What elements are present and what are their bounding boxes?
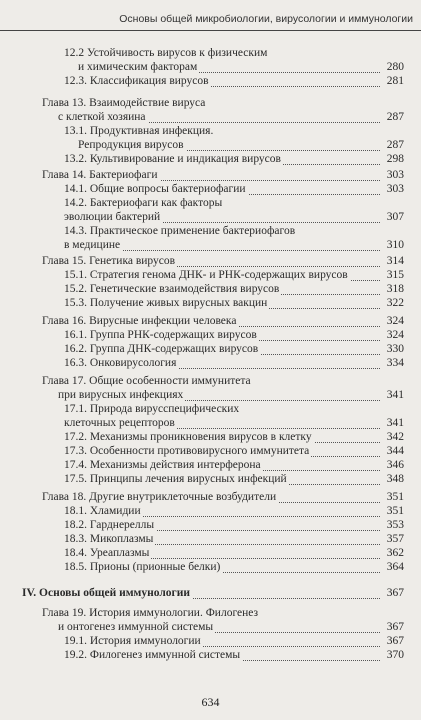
toc-entry-text: 17.3. Особенности противовирусного иммунитета bbox=[64, 445, 310, 457]
toc-entry-text: 19.2. Филогенез иммунной системы bbox=[64, 649, 241, 661]
toc-entry-text: 13.1. Продуктивная инфекция. bbox=[64, 125, 214, 137]
toc-entry-text: 12.2 Устойчивость вирусов к физическим bbox=[64, 47, 268, 59]
toc-entry-text: Глава 18. Другие внутриклеточные возбудители bbox=[42, 491, 277, 503]
toc-entry-page: 367 bbox=[386, 587, 404, 599]
toc-entry-text: 15.1. Стратегия генома ДНК- и РНК-содержащих вирусов bbox=[64, 269, 348, 281]
toc-entry bbox=[64, 532, 404, 546]
toc-entry-text: 17.5. Принципы лечения вирусных инфекций bbox=[64, 473, 287, 485]
toc-entry-text: 16.2. Группа ДНК-содержащих вирусов bbox=[64, 343, 259, 355]
toc-entry bbox=[64, 356, 404, 370]
toc-entry bbox=[64, 504, 404, 518]
toc-chapter bbox=[42, 254, 404, 268]
toc-entry-page: 324 bbox=[386, 315, 404, 327]
toc-entry-text: и химическим факторам bbox=[78, 61, 198, 73]
toc-entry-page: 303 bbox=[386, 183, 404, 195]
toc-entry bbox=[64, 472, 404, 486]
toc-entry-page: 362 bbox=[386, 547, 404, 559]
toc-entry-page: 341 bbox=[386, 417, 404, 429]
page-number: 634 bbox=[201, 695, 220, 709]
toc-entry-text: в медицине bbox=[64, 239, 121, 251]
toc-entry-page: 342 bbox=[386, 431, 404, 443]
toc-entry-text: эволюции бактерий bbox=[64, 211, 161, 223]
toc-entry-text: 14.1. Общие вопросы бактериофагии bbox=[64, 183, 246, 195]
toc-entry-page: 367 bbox=[386, 635, 404, 647]
toc-entry-page: 351 bbox=[386, 491, 404, 503]
toc-entry-page: 348 bbox=[386, 473, 404, 485]
toc-entry bbox=[64, 458, 404, 472]
toc-entry bbox=[64, 196, 404, 210]
toc-entry-page: 346 bbox=[386, 459, 404, 471]
toc-entry-text: и онтогенез иммунной системы bbox=[58, 621, 214, 633]
toc-chapter bbox=[42, 314, 404, 328]
toc-entry-text: 17.2. Механизмы проникновения вирусов в клетку bbox=[64, 431, 312, 443]
toc-entry-text: 14.2. Бактериофаги как факторы bbox=[64, 197, 223, 209]
toc-entry-text: Глава 15. Генетика вирусов bbox=[42, 255, 176, 267]
toc-entry-page: 330 bbox=[386, 343, 404, 355]
toc-entry-page: 307 bbox=[386, 211, 404, 223]
toc-entry-text: при вирусных инфекциях bbox=[58, 389, 184, 401]
toc-entry-text: Глава 17. Общие особенности иммунитета bbox=[42, 375, 251, 387]
toc-entry-page: 357 bbox=[386, 533, 404, 545]
toc-entry-page: 341 bbox=[386, 389, 404, 401]
toc-entry-text: Глава 14. Бактериофаги bbox=[42, 169, 158, 181]
toc-entry bbox=[78, 60, 404, 74]
toc-chapter bbox=[42, 606, 404, 620]
toc-entry-text: Глава 13. Взаимодействие вируса bbox=[42, 97, 206, 109]
toc-chapter bbox=[42, 374, 404, 388]
toc-entry bbox=[64, 416, 404, 430]
toc-entry bbox=[64, 74, 404, 88]
toc-entry-page: 322 bbox=[386, 297, 404, 309]
toc-entry-page: 310 bbox=[386, 239, 404, 251]
toc-entry bbox=[64, 296, 404, 310]
toc-entry-page: 353 bbox=[386, 519, 404, 531]
toc-chapter bbox=[42, 490, 404, 504]
toc-entry-text: с клеткой хозяина bbox=[58, 111, 146, 123]
header-title: Основы общей микробиологии, вирусологии и иммунологии bbox=[119, 13, 413, 25]
toc-entry-text: 16.3. Онковирусология bbox=[64, 357, 177, 369]
toc-entry-page: 367 bbox=[386, 621, 404, 633]
toc-entry bbox=[64, 648, 404, 662]
toc-entry bbox=[64, 124, 404, 138]
toc-entry bbox=[64, 546, 404, 560]
toc-entry bbox=[58, 110, 404, 124]
toc-entry-text: 18.5. Прионы (прионные белки) bbox=[64, 561, 221, 573]
toc-entry-page: 351 bbox=[386, 505, 404, 517]
toc-entry-text: 15.2. Генетические взаимодействия вирусов bbox=[64, 283, 280, 295]
toc-entry-text: 18.1. Хламидии bbox=[64, 505, 141, 517]
toc-entry-text: Репродукция вирусов bbox=[78, 139, 184, 151]
toc-entry bbox=[64, 430, 404, 444]
toc-entry-page: 370 bbox=[386, 649, 404, 661]
toc-entry-text: 15.3. Получение живых вирусных вакцин bbox=[64, 297, 268, 309]
toc-entry bbox=[58, 388, 404, 402]
toc-entry bbox=[64, 282, 404, 296]
toc-entry-text: 14.3. Практическое применение бактериофагов bbox=[64, 225, 296, 237]
toc-chapter bbox=[42, 168, 404, 182]
toc-entry-page: 287 bbox=[386, 139, 404, 151]
toc-entry-page: 314 bbox=[386, 255, 404, 267]
toc-entry-text: Глава 19. История иммунологии. Филогенез bbox=[42, 607, 259, 619]
toc-entry bbox=[64, 402, 404, 416]
toc-entry bbox=[64, 268, 404, 282]
toc-entry bbox=[64, 210, 404, 224]
toc-entry bbox=[64, 238, 404, 252]
toc-entry bbox=[64, 46, 404, 60]
toc-part bbox=[22, 586, 404, 600]
toc-entry-text: 18.2. Гарднереллы bbox=[64, 519, 155, 531]
toc-entry bbox=[64, 444, 404, 458]
toc-entry-page: 364 bbox=[386, 561, 404, 573]
toc-entry bbox=[64, 560, 404, 574]
toc-entry-page: 303 bbox=[386, 169, 404, 181]
toc-entry-text: клеточных рецепторов bbox=[64, 417, 175, 429]
toc-entry-page: 280 bbox=[386, 61, 404, 73]
toc-entry-page: 344 bbox=[386, 445, 404, 457]
toc-entry bbox=[78, 138, 404, 152]
toc-entry bbox=[58, 620, 404, 634]
toc-chapter bbox=[42, 96, 404, 110]
toc-entry-page: 281 bbox=[386, 75, 404, 87]
toc-entry-text: 17.1. Природа вирусспецифических bbox=[64, 403, 240, 415]
toc-entry bbox=[64, 518, 404, 532]
toc-entry-text: 18.3. Микоплазмы bbox=[64, 533, 154, 545]
toc-entry-text: 16.1. Группа РНК-содержащих вирусов bbox=[64, 329, 257, 341]
toc-entry-page: 298 bbox=[386, 153, 404, 165]
toc-entry-text: 19.1. История иммунологии bbox=[64, 635, 201, 647]
toc-entry-text: Глава 16. Вирусные инфекции человека bbox=[42, 315, 237, 327]
toc-entry-text: 12.3. Классификация вирусов bbox=[64, 75, 209, 87]
toc-entry bbox=[64, 634, 404, 648]
toc-entry-page: 334 bbox=[386, 357, 404, 369]
toc-entry-text: 18.4. Уреаплазмы bbox=[64, 547, 150, 559]
toc-entry bbox=[64, 152, 404, 166]
toc-entry-text: IV. Основы общей иммунологии bbox=[22, 587, 191, 599]
toc-entry bbox=[64, 182, 404, 196]
toc-entry-text: 13.2. Культивирование и индикация вирусов bbox=[64, 153, 281, 165]
toc-entry bbox=[64, 342, 404, 356]
toc-entry bbox=[64, 328, 404, 342]
toc-entry-page: 318 bbox=[386, 283, 404, 295]
toc-entry bbox=[64, 224, 404, 238]
toc-entry-text: 17.4. Механизмы действия интерферона bbox=[64, 459, 261, 471]
toc-entry-page: 324 bbox=[386, 329, 404, 341]
toc-entry-page: 287 bbox=[386, 111, 404, 123]
toc-entry-page: 315 bbox=[386, 269, 404, 281]
